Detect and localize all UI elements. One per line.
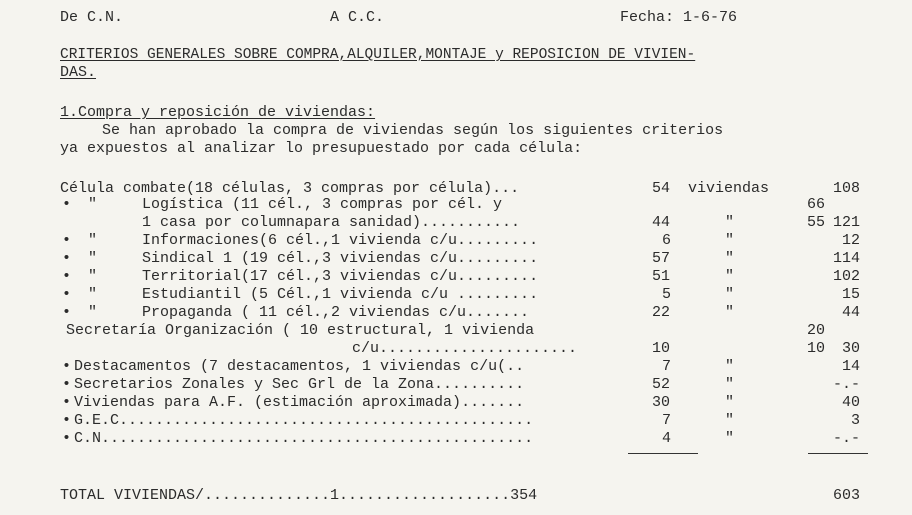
- row-combate-total: 108: [832, 180, 860, 197]
- row-cn-total: -.-: [832, 430, 860, 447]
- row-zonales-count: 52: [652, 376, 671, 393]
- row-zonales-desc: Secretarios Zonales y Sec Grl de la Zona..........: [74, 376, 525, 393]
- row-secretaria2-count: 10: [652, 340, 671, 357]
- row-informaciones-ditto: ": [88, 232, 98, 249]
- row-secretaria2-sub: 10: [807, 340, 826, 357]
- memo-from: De C.N.: [60, 9, 124, 26]
- doc-title-line1: CRITERIOS GENERALES SOBRE COMPRA,ALQUILER,MONTAJE y REPOSICION DE VIVIEN-: [60, 47, 696, 63]
- row-gec-count: 7: [662, 412, 672, 429]
- memo-to: A C.C.: [330, 9, 385, 26]
- section-paragraph-line2: ya expuestos al analizar lo presupuestado por cada célula:: [60, 140, 583, 157]
- row-territorial-ditto2: ": [725, 268, 735, 285]
- row-cn-bullet: •: [62, 430, 72, 447]
- row-sindical-desc: Sindical 1 (19 cél.,3 viviendas c/u.........: [142, 250, 539, 267]
- row-gec-total: 3: [850, 412, 860, 429]
- row-informaciones-count: 6: [662, 232, 672, 249]
- row-logistica-desc: Logística (11 cél., 3 compras por cél. y: [142, 196, 503, 213]
- row-propaganda-total: 44: [841, 304, 860, 321]
- row-af-ditto2: ": [725, 394, 735, 411]
- row-destacamentos-ditto2: ": [725, 358, 735, 375]
- row-territorial-total: 102: [832, 268, 860, 285]
- row-logistica2-sub: 55: [807, 214, 826, 231]
- row-combate-count: 54: [652, 180, 671, 197]
- totals-grand-total: 603: [832, 487, 860, 504]
- row-logistica-bullet: •: [62, 196, 72, 213]
- row-territorial-count: 51: [652, 268, 671, 285]
- row-zonales-ditto2: ": [725, 376, 735, 393]
- row-destacamentos-total: 14: [841, 358, 860, 375]
- row-estudiantil-bullet: •: [62, 286, 72, 303]
- row-combate-desc: Célula combate(18 células, 3 compras por célula)...: [60, 180, 520, 197]
- row-logistica2-count: 44: [652, 214, 671, 231]
- row-sindical-bullet: •: [62, 250, 72, 267]
- count-sum-rule: [628, 453, 698, 454]
- row-sindical-ditto2: ": [725, 250, 735, 267]
- row-gec-desc: G.E.C..............................................: [74, 412, 534, 429]
- row-logistica-ditto: ": [88, 196, 98, 213]
- row-secretaria2-desc: c/u......................: [352, 340, 578, 357]
- row-logistica2-total: 121: [832, 214, 860, 231]
- doc-title-line2: DAS.: [60, 64, 97, 81]
- row-logistica2-desc: 1 casa por columnapara sanidad)...........: [142, 214, 521, 231]
- row-zonales-bullet: •: [62, 376, 72, 393]
- row-cn-ditto2: ": [725, 430, 735, 447]
- row-gec-ditto2: ": [725, 412, 735, 429]
- row-propaganda-desc: Propaganda ( 11 cél.,2 viviendas c/u.......: [142, 304, 530, 321]
- section-heading: 1.Compra y reposición de viviendas:: [60, 104, 376, 121]
- row-gec-bullet: •: [62, 412, 72, 429]
- row-combate-unit: viviendas: [688, 180, 770, 197]
- row-secretaria-desc: Secretaría Organización ( 10 estructural, 1 vivienda: [66, 322, 535, 339]
- row-secretaria-sub: 20: [807, 322, 826, 339]
- row-estudiantil-ditto: ": [88, 286, 98, 303]
- row-destacamentos-desc: Destacamentos (7 destacamentos, 1 viviendas c/u(..: [74, 358, 525, 375]
- row-propaganda-bullet: •: [62, 304, 72, 321]
- row-propaganda-ditto: ": [88, 304, 98, 321]
- row-propaganda-ditto2: ": [725, 304, 735, 321]
- row-territorial-bullet: •: [62, 268, 72, 285]
- row-propaganda-count: 22: [652, 304, 671, 321]
- row-af-bullet: •: [62, 394, 72, 411]
- row-destacamentos-count: 7: [662, 358, 672, 375]
- row-estudiantil-total: 15: [841, 286, 860, 303]
- row-sindical-total: 114: [832, 250, 860, 267]
- row-informaciones-total: 12: [841, 232, 860, 249]
- row-destacamentos-bullet: •: [62, 358, 72, 375]
- row-cn-desc: C.N................................................: [74, 430, 534, 447]
- row-af-total: 40: [841, 394, 860, 411]
- row-af-desc: Viviendas para A.F. (estimación aproximada).......: [74, 394, 525, 411]
- totals-label: TOTAL VIVIENDAS/..............1...................354: [60, 487, 538, 504]
- row-sindical-ditto: ": [88, 250, 98, 267]
- row-secretaria2-total: 30: [841, 340, 860, 357]
- row-logistica-sub: 66: [807, 196, 826, 213]
- row-informaciones-bullet: •: [62, 232, 72, 249]
- row-cn-count: 4: [662, 430, 672, 447]
- row-informaciones-desc: Informaciones(6 cél.,1 vivienda c/u.........: [142, 232, 539, 249]
- row-informaciones-ditto2: ": [725, 232, 735, 249]
- total-sum-rule: [808, 453, 868, 454]
- row-estudiantil-count: 5: [662, 286, 672, 303]
- row-logistica2-ditto: ": [725, 214, 735, 231]
- row-estudiantil-ditto2: ": [725, 286, 735, 303]
- section-paragraph-line1: Se han aprobado la compra de viviendas según los siguientes criterios: [102, 122, 724, 139]
- row-sindical-count: 57: [652, 250, 671, 267]
- row-estudiantil-desc: Estudiantil (5 Cél.,1 vivienda c/u .........: [142, 286, 539, 303]
- row-af-count: 30: [652, 394, 671, 411]
- row-zonales-total: -.-: [832, 376, 860, 393]
- row-territorial-desc: Territorial(17 cél.,3 viviendas c/u.........: [142, 268, 539, 285]
- memo-date: Fecha: 1-6-76: [620, 9, 738, 26]
- row-territorial-ditto: ": [88, 268, 98, 285]
